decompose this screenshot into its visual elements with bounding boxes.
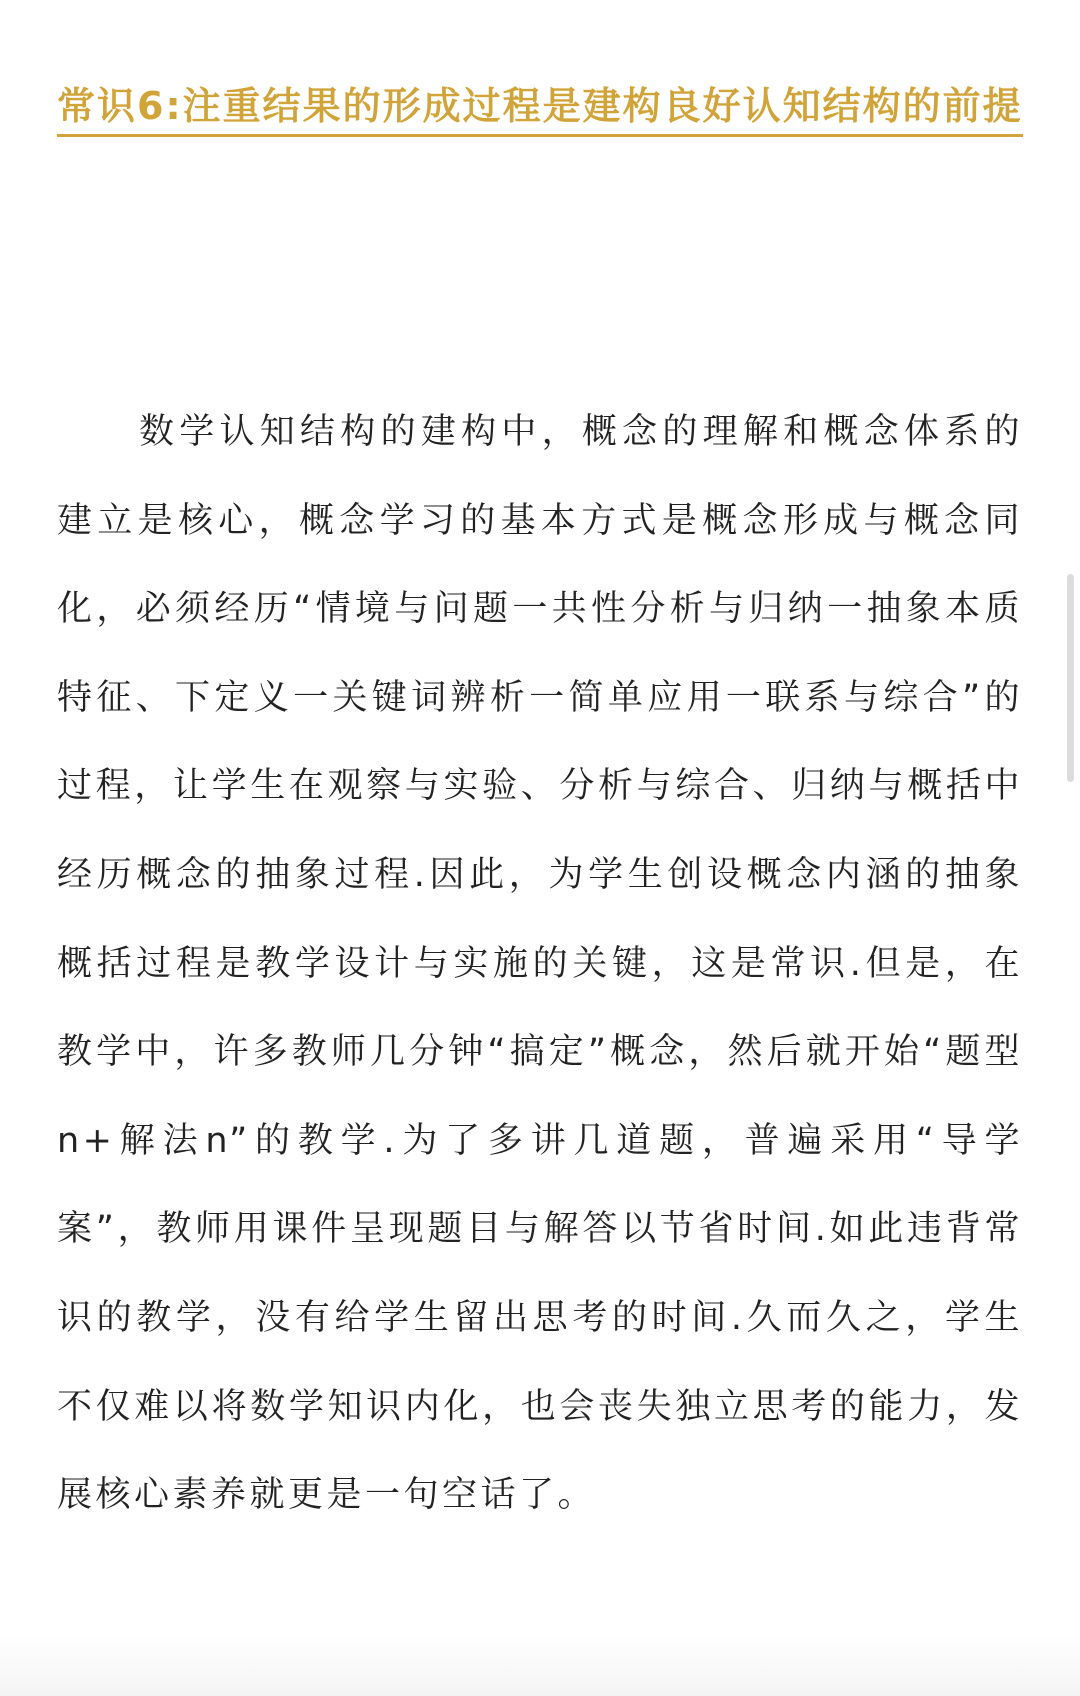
section-heading-text: 常识6:注重结果的形成过程是建构良好认知结构的前提 — [57, 84, 1023, 137]
bottom-fade — [0, 1636, 1080, 1696]
section-heading — [57, 62, 1023, 151]
scrollbar-thumb[interactable] — [1067, 574, 1074, 782]
body-paragraph: 数学认知结构的建构中，概念的理解和概念体系的建立是核心，概念学习的基本方式是概念形成与概念同化，必须经历“情境与问题一共性分析与归纳一抽象本质特征、下定义一关键词辨析一简单应用一联系与综合”的过程，让学生在观察与实验、分析与综合、归纳与概括中经历概念的抽象过程.因此，为学生创设概念内涵的抽象概括过程是教学设计与实施的关键，这是常识.但是，在教学中，许多教师几分钟“搞定”概念，然后就开始“题型n+解法n”的教学.为了多讲几道题，普遍采用“导学案”，教师用课件呈现题目与解答以节省时间.如此违背常识的教学，没有给学生留出思考的时间.久而久之，学生不仅难以将数学知识内化，也会丧失独立思考的能力，发展核心素养就更是一句空话了。 — [57, 412, 1023, 1516]
